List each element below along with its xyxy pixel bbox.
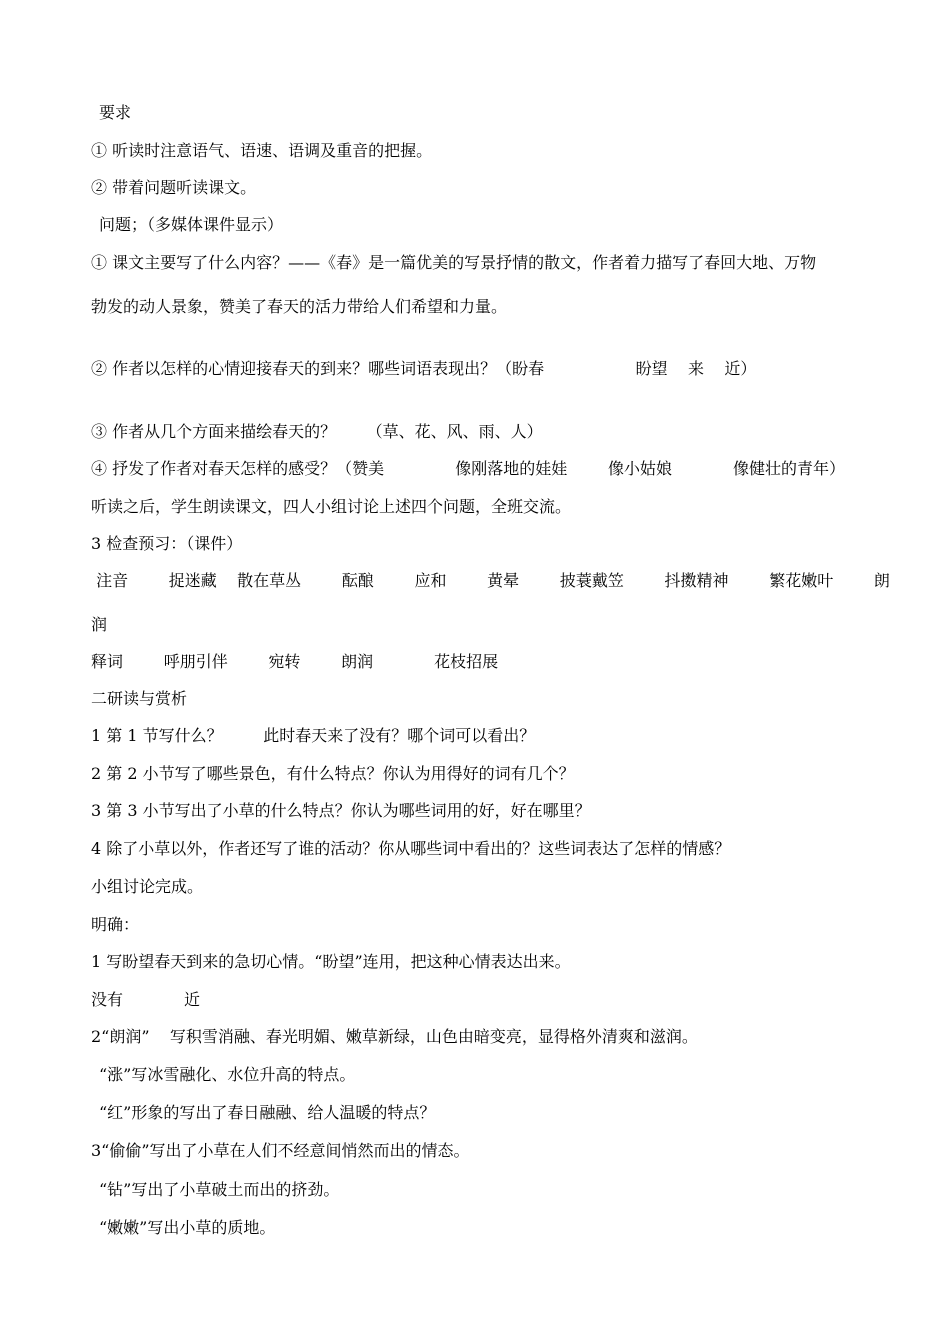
preview-check-heading: 3 检查预习：（课件）	[91, 534, 243, 553]
answer-1-words: 没有 近	[91, 990, 201, 1009]
answer-2-zhang: “涨”写冰雪融化、水位升高的特点。	[99, 1065, 356, 1084]
question-2: ② 作者以怎样的心情迎接春天的到来？哪些词语表现出？（盼春 盼望 来 近）	[91, 359, 757, 378]
answer-3-zuan: “钻”写出了小草破土而出的挤劲。	[99, 1180, 340, 1199]
group-discussion-text: 小组讨论完成。	[91, 877, 204, 896]
word-explanation: 释词 呼朋引伴 宛转 朗润 花枝招展	[91, 652, 499, 671]
answer-2: 2“朗润” 写积雪消融、春光明媚、嫩草新绿，山色由暗变亮，显得格外清爽和滋润。	[91, 1027, 698, 1046]
requirement-item-2: ② 带着问题听读课文。	[91, 178, 257, 197]
study-question-1: 1 第 1 节写什么？ 此时春天来了没有？哪个词可以看出？	[91, 726, 536, 745]
answer-3: 3“偷偷”写出了小草在人们不经意间悄然而出的情态。	[91, 1141, 470, 1160]
answer-3-nennen: “嫩嫩”写出小草的质地。	[99, 1218, 276, 1237]
answer-1: 1 写盼望春天到来的急切心情。“盼望”连用，把这种心情表达出来。	[91, 952, 571, 971]
questions-heading: 问题；（多媒体课件显示）	[99, 215, 284, 234]
question-4: ④ 抒发了作者对春天怎样的感受？（赞美 像刚落地的娃娃 像小姑娘 像健壮的青年）	[91, 459, 846, 478]
requirement-item-1: ① 听读时注意语气、语速、语调及重音的把握。	[91, 141, 433, 160]
phonetic-words: 注音 捉迷藏 散在草丛 酝酿 应和 黄晕 披蓑戴笠 抖擞精神 繁花嫩叶 朗	[91, 571, 890, 590]
requirement-heading: 要求	[99, 103, 132, 122]
study-question-4: 4 除了小草以外，作者还写了谁的活动？你从哪些词中看出的？这些词表达了怎样的情感？	[91, 839, 731, 858]
study-question-2: 2 第 2 小节写了哪些景色，有什么特点？你认为用得好的词有几个？	[91, 764, 575, 783]
question-1-line-2: 勃发的动人景象，赞美了春天的活力带给人们希望和力量。	[91, 297, 508, 316]
section-2-heading: 二研读与赏析	[91, 689, 188, 708]
answer-2-hong: “红”形象的写出了春日融融、给人温暖的特点？	[99, 1103, 436, 1122]
phonetic-words-wrap: 润	[91, 615, 108, 634]
study-question-3: 3 第 3 小节写出了小草的什么特点？你认为哪些词用的好，好在哪里？	[91, 801, 591, 820]
question-3: ③ 作者从几个方面来描绘春天的？ （草、花、风、雨、人）	[91, 422, 543, 441]
clarification-heading: 明确：	[91, 915, 140, 934]
after-listening-text: 听读之后，学生朗读课文，四人小组讨论上述四个问题，全班交流。	[91, 497, 572, 516]
question-1-line-1: ① 课文主要写了什么内容？——《春》是一篇优美的写景抒情的散文，作者着力描写了春回大地、万物	[91, 253, 817, 272]
